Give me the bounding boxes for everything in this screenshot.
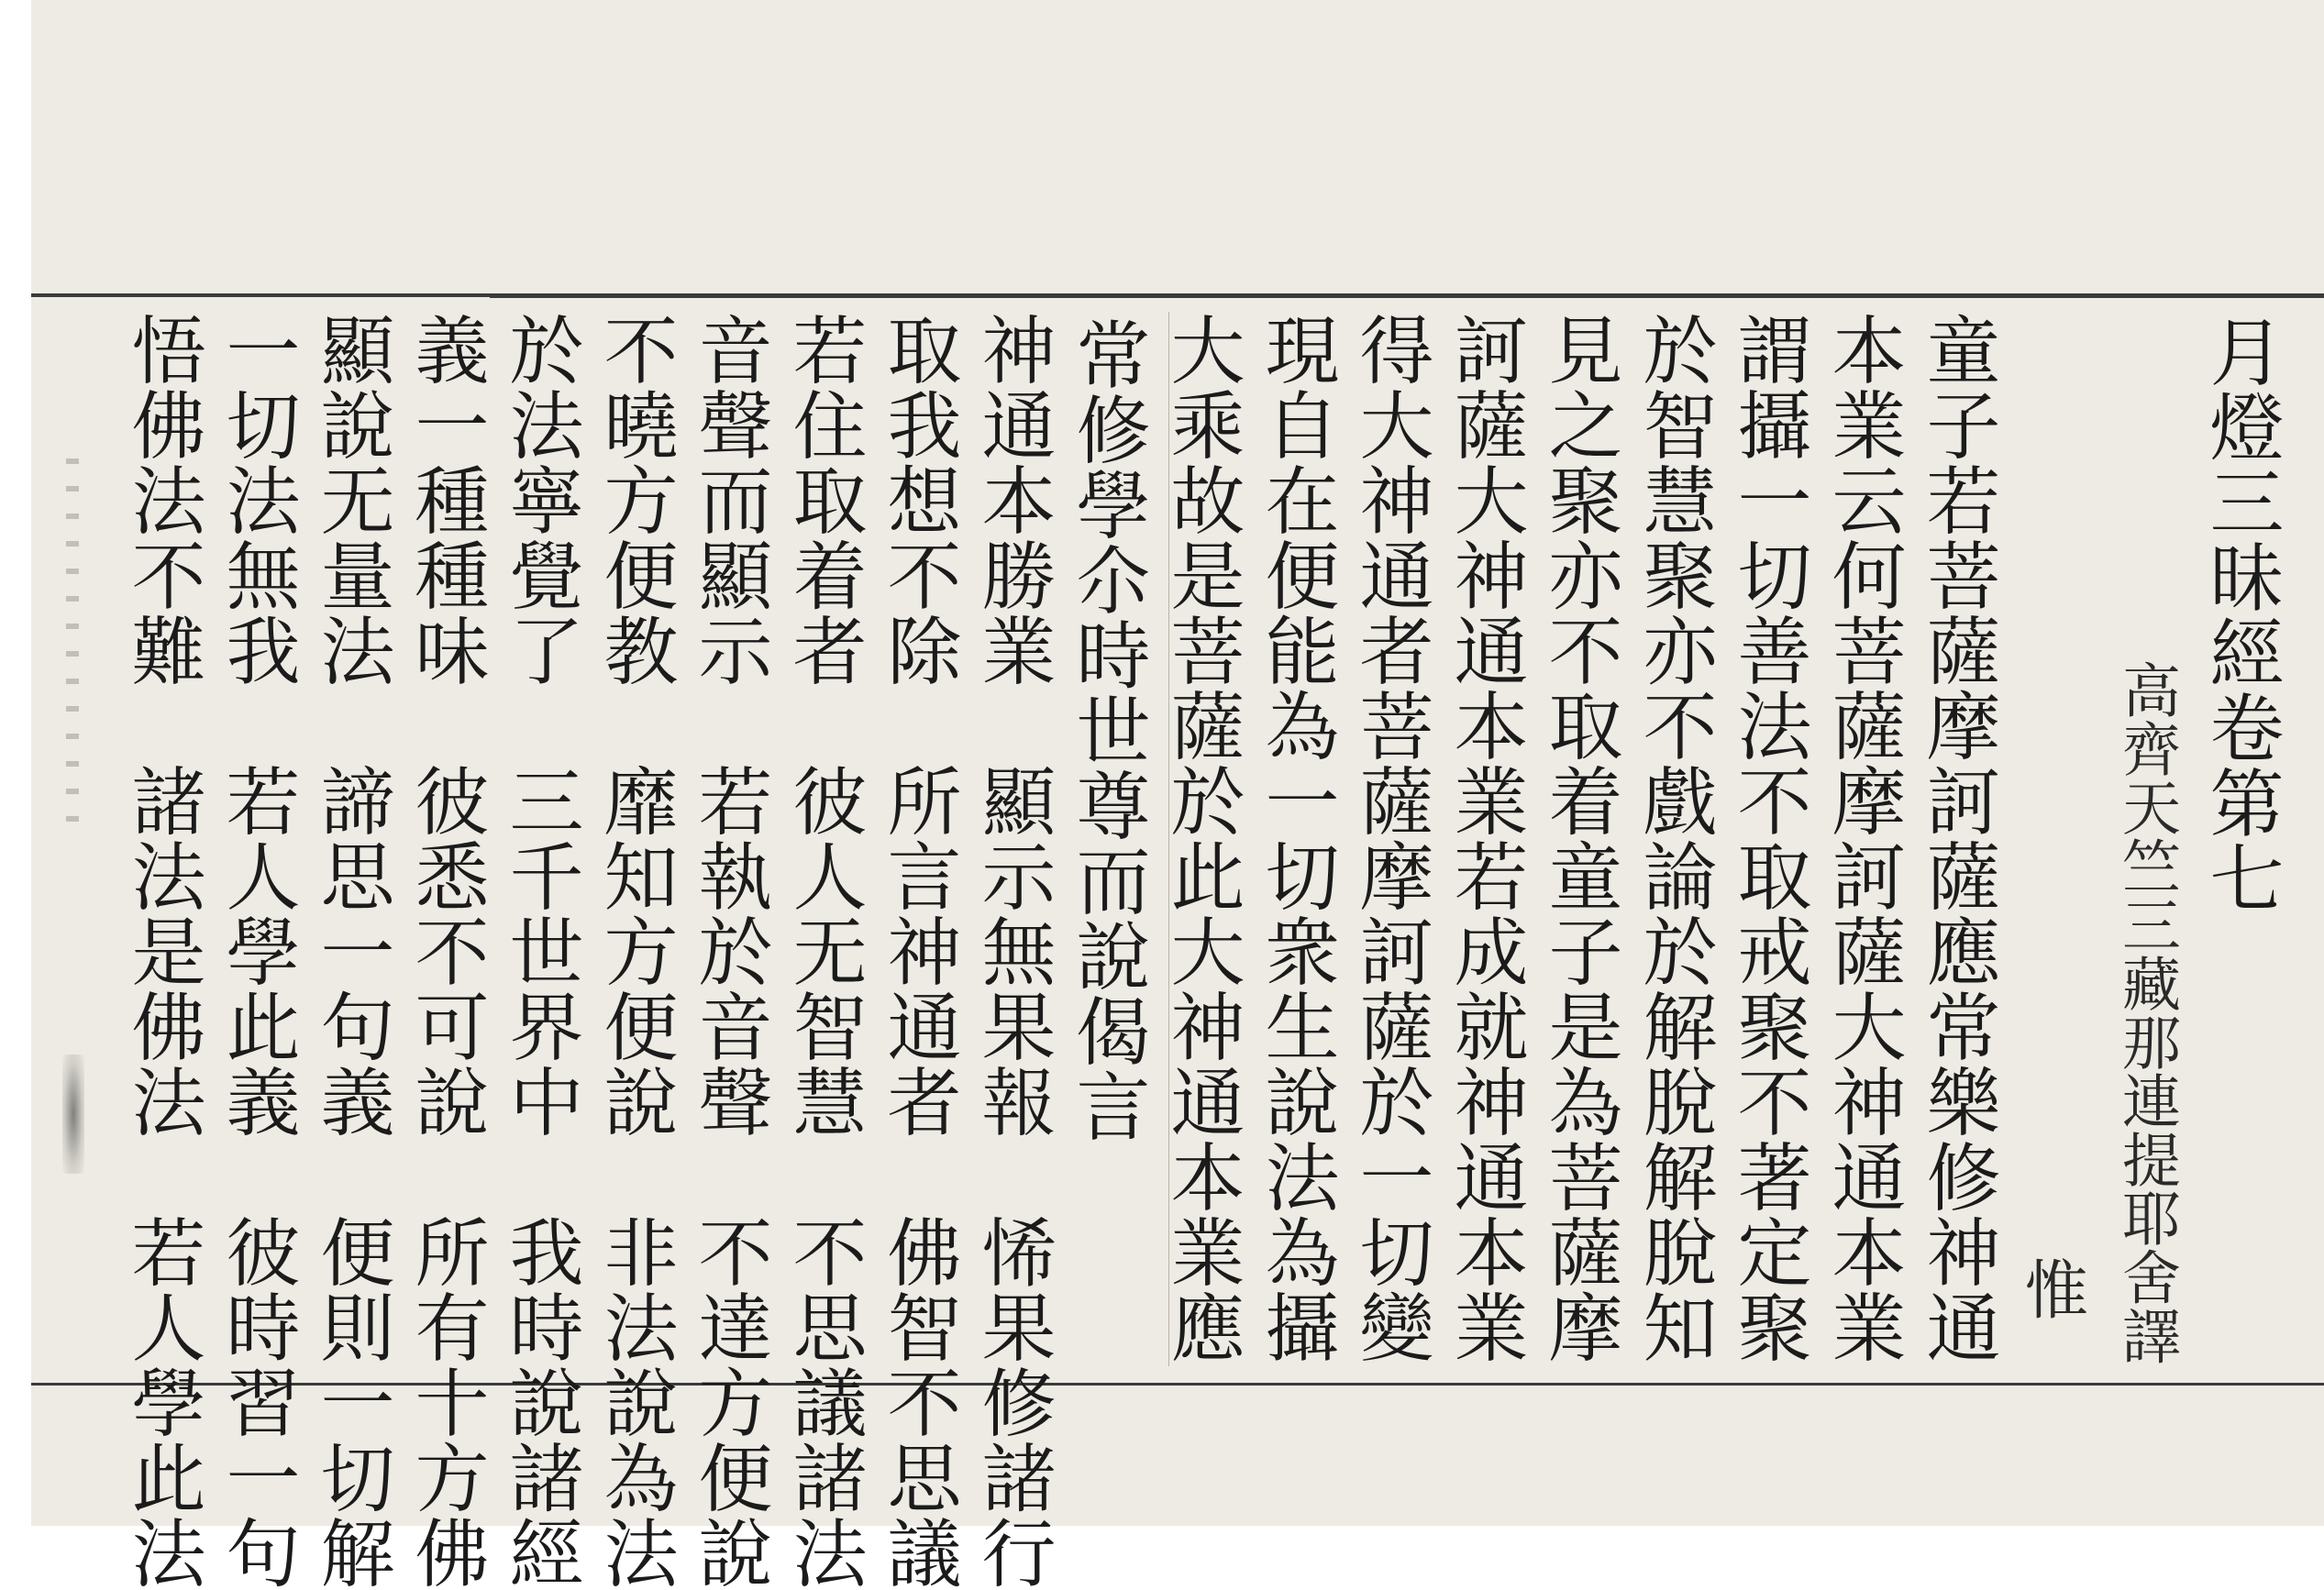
text-column (1909, 293, 2004, 1385)
verse-text: 一切法無我 若人學此義 彼時習一句 (214, 312, 300, 1590)
verse-column (587, 293, 681, 1590)
verse-text: 取我想不除 所言神通者 佛智不思議 (875, 312, 961, 1590)
translator-credit (2098, 293, 2193, 1385)
column-text: 訶薩大神通本業若成就神通本業 (1442, 312, 1528, 1364)
verse-column (681, 293, 776, 1590)
verse-column (492, 293, 587, 1590)
text-column (1721, 293, 1815, 1385)
verse-column (304, 293, 398, 1590)
verse-intro-column (1059, 293, 1154, 1385)
text-columns (115, 293, 2287, 1590)
text-frame (31, 293, 2324, 1590)
verse-text: 義一種種味 彼悉不可說 所有十方佛 (403, 312, 489, 1590)
column-text: 大乘故是菩薩於此大神通本業應 (1158, 312, 1245, 1364)
verse-text: 音聲而顯示 若執於音聲 不達方便說 (686, 312, 772, 1590)
text-column (1815, 293, 1909, 1385)
column-text: 童子若菩薩摩訶薩應常樂修神通 (1914, 312, 2000, 1364)
text-column (1626, 293, 1721, 1385)
margin-note-text: 惟 (2014, 1256, 2089, 1321)
text-column (1154, 293, 1248, 1385)
verse-text: 於法寧覺了 三千世界中 我時說諸經 (497, 312, 583, 1590)
margin-note (2004, 293, 2098, 1385)
verse-text: 不曉方便教 靡知方便說 非法說為法 (592, 312, 678, 1590)
verse-column (115, 293, 209, 1590)
verse-text: 顯說无量法 諦思一句義 便則一切解 (308, 312, 394, 1590)
verse-column (965, 293, 1059, 1590)
column-text: 本業云何菩薩摩訶薩大神通本業 (1820, 312, 1906, 1364)
title-text: 月燈三昧經卷第七 (2197, 314, 2284, 915)
page-sheet (31, 0, 2324, 1590)
scroll-title (2193, 293, 2287, 1385)
column-text: 得大神通者菩薩摩訶薩於一切變 (1347, 312, 1433, 1364)
verse-text: 若住取着者 彼人无智慧 不思議諸法 (780, 312, 867, 1590)
verse-column (398, 293, 492, 1590)
text-column (1343, 293, 1437, 1385)
column-text: 謂攝一切善法不取戒聚不著定聚 (1725, 312, 1811, 1364)
column-text: 見之聚亦不取着童子是為菩薩摩 (1536, 312, 1622, 1364)
translator-text: 高齊天竺三藏那連提耶舍譯 (2112, 660, 2180, 1364)
verse-column (209, 293, 304, 1590)
text-column (1532, 293, 1626, 1385)
text-column (1248, 293, 1343, 1385)
verse-column (870, 293, 965, 1590)
column-text: 常修學尒時世尊而說偈言 (1064, 316, 1150, 1143)
column-text: 於智慧聚亦不戲論於解脫解脫知 (1631, 312, 1717, 1364)
text-column (1437, 293, 1532, 1385)
verse-text: 神通本勝業 顯示無果報 悕果修諸行 (969, 312, 1056, 1590)
column-text: 現自在便能為一切衆生說法為攝 (1253, 312, 1339, 1364)
verse-column (776, 293, 870, 1590)
verse-text: 悟佛法不難 諸法是佛法 若人學此法 (119, 312, 205, 1590)
